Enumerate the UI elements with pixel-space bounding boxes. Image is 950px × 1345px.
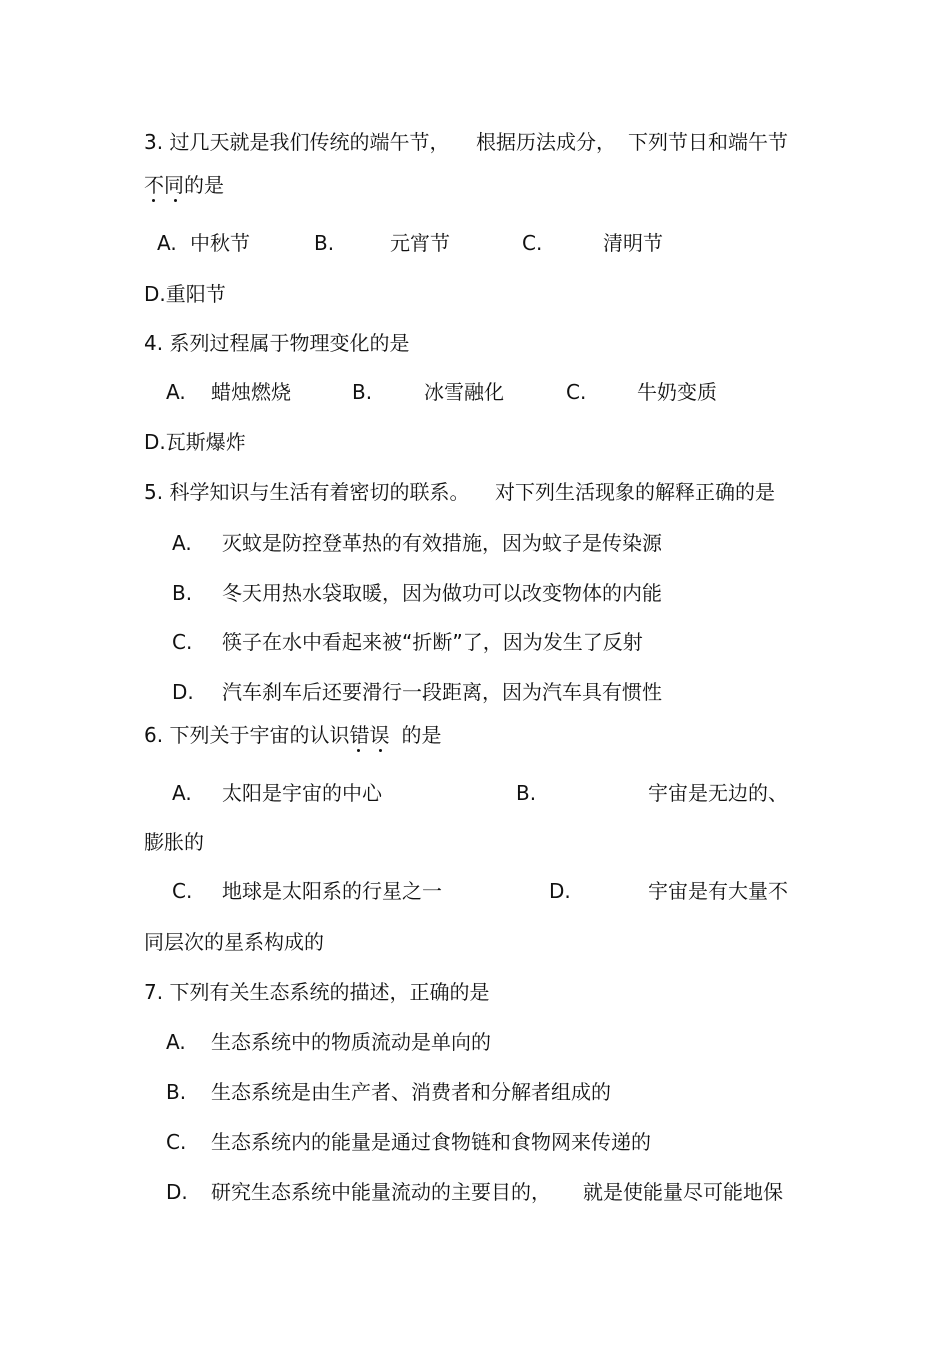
q6-emph-text: 错误	[349, 723, 390, 747]
q6-option-b-wrap: 膨胀的	[144, 830, 204, 854]
q7-option-c-letter: C.	[166, 1130, 187, 1154]
q3-option-c-letter: C.	[522, 231, 543, 255]
q3-option-d	[144, 281, 226, 307]
q5-option-c-text: 筷子在水中看起来被“折断”了，因为发生了反射	[222, 630, 643, 654]
q7-option-c-text: 生态系统内的能量是通过食物链和食物网来传递的	[211, 1130, 651, 1154]
emphasis-dot-icon	[357, 749, 360, 752]
q5-option-c-letter: C.	[172, 630, 193, 654]
q3-option-d-letter: D.	[144, 282, 166, 306]
q3-stem-part2: 根据历法成分，	[476, 130, 616, 154]
q7-option-a-text: 生态系统中的物质流动是单向的	[211, 1030, 491, 1054]
q5-option-d-letter: D.	[172, 680, 194, 704]
q7-option-d-text-part1: 研究生态系统中能量流动的主要目的，	[211, 1180, 551, 1204]
q6-option-b-letter: B.	[516, 781, 537, 805]
q7-option-b-text: 生态系统是由生产者、消费者和分解者组成的	[211, 1080, 611, 1104]
emphasis-dot-icon	[152, 199, 155, 202]
q4-option-c-letter: C.	[566, 380, 587, 404]
emphasis-dot-icon	[379, 749, 382, 752]
q7-option-d-letter: D.	[166, 1180, 188, 1204]
q4-option-d-letter: D.	[144, 430, 166, 454]
q4-option-b-letter: B.	[352, 380, 373, 404]
q7-option-b-letter: B.	[166, 1080, 187, 1104]
q6-option-c-text: 地球是太阳系的行星之一	[222, 879, 442, 903]
q3-option-c-text: 清明节	[603, 231, 663, 255]
q3-option-a-text: 中秋节	[190, 231, 250, 255]
q3-option-a-letter: A.	[157, 231, 177, 255]
q4-option-d-text: 瓦斯爆炸	[165, 430, 246, 454]
q3-option-b-letter: B.	[314, 231, 335, 255]
q7-option-d-text-part2: 就是使能量尽可能地保	[583, 1180, 783, 1204]
q5-stem-part1: 5. 科学知识与生活有着密切的联系。	[144, 480, 470, 504]
q3-stem-line2	[144, 172, 224, 198]
emphasis-dot-icon	[174, 199, 177, 202]
q5-stem-part2: 对下列生活现象的解释正确的是	[495, 480, 775, 504]
q7-option-a-letter: A.	[166, 1030, 186, 1054]
q5-option-b-text: 冬天用热水袋取暖，因为做功可以改变物体的内能	[222, 581, 662, 605]
q5-option-b-letter: B.	[172, 581, 193, 605]
q6-option-d-wrap: 同层次的星系构成的	[144, 930, 324, 954]
q6-stem-post: 的是	[401, 723, 442, 747]
q3-emphasis-word	[144, 172, 184, 198]
q3-stem-part1: 3. 过几天就是我们传统的端午节，	[144, 130, 450, 154]
q5-option-a-text: 灭蚊是防控登革热的有效措施，因为蚊子是传染源	[222, 531, 662, 555]
q4-option-b-text: 冰雪融化	[424, 380, 504, 404]
q6-option-d-letter: D.	[549, 879, 571, 903]
q4-stem: 4. 系列过程属于物理变化的是	[144, 331, 410, 355]
q4-option-a-letter: A.	[166, 380, 186, 404]
q3-option-b-text: 元宵节	[390, 231, 450, 255]
q3-emph-text: 不同	[144, 173, 184, 197]
q4-option-c-text: 牛奶变质	[637, 380, 717, 404]
q6-stem	[144, 722, 441, 748]
q6-option-c-letter: C.	[172, 879, 193, 903]
q7-stem: 7. 下列有关生态系统的描述，正确的是	[144, 980, 490, 1004]
q3-stem-part3: 下列节日和端午节	[628, 130, 788, 154]
q6-option-a-letter: A.	[172, 781, 192, 805]
q4-option-a-text: 蜡烛燃烧	[211, 380, 291, 404]
q6-option-d-text: 宇宙是有大量不	[648, 879, 788, 903]
q6-option-b-text: 宇宙是无边的、	[648, 781, 788, 805]
q4-option-d	[144, 429, 246, 455]
q6-option-a-text: 太阳是宇宙的中心	[222, 781, 382, 805]
q3-stem-line2-rest: 的是	[184, 173, 224, 197]
q6-emphasis-word	[349, 722, 389, 748]
q6-stem-pre: 6. 下列关于宇宙的认识	[144, 723, 350, 747]
q5-option-d-text: 汽车刹车后还要滑行一段距离，因为汽车具有惯性	[222, 680, 662, 704]
q3-option-d-text: 重阳节	[165, 282, 226, 306]
q5-option-a-letter: A.	[172, 531, 192, 555]
